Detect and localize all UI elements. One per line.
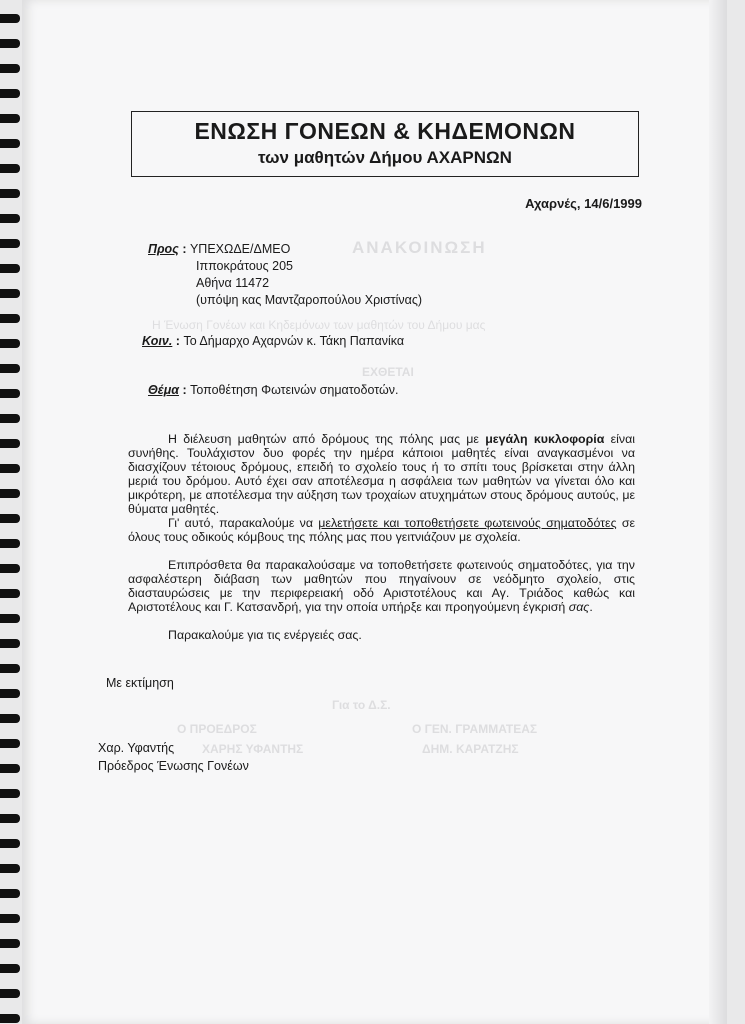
binding-ring [0,114,20,123]
binding-ring [0,39,20,48]
letter-body [128,432,635,642]
binding-ring [0,889,20,898]
binding-ring [0,264,20,273]
show-through-heading: ΑΝΑΚΟΙΝΩΣΗ [352,238,487,257]
binding-ring [0,514,20,523]
binding-ring [0,414,20,423]
body-paragraph-4: Παρακαλούμε για τις ενέργειές σας. [168,628,362,642]
binding-ring [0,14,20,23]
letterhead-box [131,111,639,177]
address-line: Ιπποκράτους 205 [196,259,293,273]
binding-ring [0,864,20,873]
binding-ring [0,214,20,223]
body-paragraph-3: Επιπρόσθετα θα παρακαλούσαμε να τοποθετήσετε φωτεινούς σηματοδότες, για την ασφαλέστερη διάβαση των μαθητών που πηγαίνουν σε νεόδμητο σχολείο, στις διασταυρώσεις με την περιφερειακή οδό Αριστοτέλους και Αγ. Τριάδος καθώς και Αριστοτέλους και Γ. Κατσανδρή, για την οποία υπήρξε και προηγούμενη έγκρισή σας. [128,558,635,614]
binding-ring [0,364,20,373]
binding-ring [0,464,20,473]
binding-ring [0,139,20,148]
show-through-line: ΕΧΘΕΤΑΙ [362,365,414,379]
binding-ring [0,714,20,723]
binding-ring [0,339,20,348]
binding-ring [0,964,20,973]
recipient-name: ΥΠΕΧΩΔΕ/ΔΜΕΟ [189,242,291,256]
body-paragraph-2: Γι' αυτό, παρακαλούμε να μελετήσετε και τοποθετήσετε φωτεινούς σηματοδότες σε όλους τους οδικούς κόμβους της πόλης μας που γειτνιάζουν με σχολεία. [128,516,635,544]
show-through-line: Για το Δ.Σ. [332,698,391,712]
binding-ring [0,164,20,173]
binding-ring [0,939,20,948]
binding-ring [0,189,20,198]
show-through-line: ΔΗΜ. ΚΑΡΑΤΖΗΣ [422,742,519,756]
letterhead-subtitle: των μαθητών Δήμου ΑΧΑΡΝΩΝ [258,148,512,167]
binding-ring [0,614,20,623]
emphasis-request: μελετήσετε και τοποθετήσετε φωτεινούς σηματοδότες [318,516,617,530]
binding-ring [0,589,20,598]
binding-ring [0,839,20,848]
binding-ring [0,439,20,448]
binding-ring [0,89,20,98]
binding-ring [0,314,20,323]
emphasis-heavy-traffic: μεγάλη κυκλοφορία [485,432,605,446]
date-line: Αχαρνές, 14/6/1999 [525,196,642,211]
show-through-line: Ο ΓΕΝ. ΓΡΑΜΜΑΤΕΑΣ [412,722,538,736]
address-line: Αθήνα 11472 [196,276,270,290]
signature-name: Χαρ. Υφαντής [98,741,175,755]
cc-label: Κοιν. [142,334,173,348]
body-paragraph-1: Η διέλευση μαθητών από δρόμους της πόλης μας με μεγάλη κυκλοφορία είναι συνήθης. Τουλάχιστον δυο φορές την ημέρα κάποιοι μαθητές είναι αναγκασμένοι να διασχίζουν τέτοιους δρόμους, επειδή το σχολείο τους ή το σπίτι τους βρίσκεται στην άλλη μεριά του δρόμου. Αυτό έχει σαν αποτέλεσμα η ασφάλεια των μαθητών να γίνεται όλο και μικρότερη, με αποτέλεσμα την αύξηση των τροχαίων ατυχημάτων στους δρόμους αυτούς, με θύματα μαθητές. [128,432,635,516]
subject-label: Θέμα [148,383,179,397]
show-through-line: Η Ένωση Γονέων και Κηδεμόνων των μαθητών του Δήμου μας [152,318,486,332]
binding-ring [0,289,20,298]
subject-value: Τοποθέτηση Φωτεινών σηματοδοτών. [190,383,399,397]
binding-ring [0,239,20,248]
binding-ring [0,489,20,498]
binding-ring [0,664,20,673]
binding-ring [0,64,20,73]
binding-ring [0,539,20,548]
binding-ring [0,814,20,823]
binding-ring [0,914,20,923]
binding-ring [0,764,20,773]
binding-ring [0,739,20,748]
binding-ring [0,689,20,698]
recipient-label: Προς [148,242,179,256]
binding-ring [0,389,20,398]
letterhead-title: ΕΝΩΣΗ ΓΟΝΕΩΝ & ΚΗΔΕΜΟΝΩΝ [194,118,576,144]
address-line: (υπόψη κας Μαντζαροπούλου Χριστίνας) [196,293,423,307]
show-through-line: ΧΑΡΗΣ ΥΦΑΝΤΗΣ [202,742,304,756]
binding-ring [0,989,20,998]
subject-row: Θέμα : Τοποθέτηση Φωτεινών σηματοδοτών. [148,383,399,397]
page-edge [709,0,727,1024]
binding-ring [0,1014,20,1023]
show-through-line: Ο ΠΡΟΕΔΡΟΣ [177,722,257,736]
binding-ring [0,564,20,573]
signature-role: Πρόεδρος Ένωσης Γονέων [98,759,249,773]
binding-ring [0,789,20,798]
cc-value: Το Δήμαρχο Αχαρνών κ. Τάκη Παπανίκα [183,334,405,348]
recipient-row: Προς : ΥΠΕΧΩΔΕ/ΔΜΕΟ [148,242,291,256]
closing: Με εκτίμηση [106,676,174,690]
document-page [22,0,727,1024]
binding-ring [0,639,20,648]
cc-row: Κοιν. : Το Δήμαρχο Αχαρνών κ. Τάκη Παπανίκα [142,334,405,348]
